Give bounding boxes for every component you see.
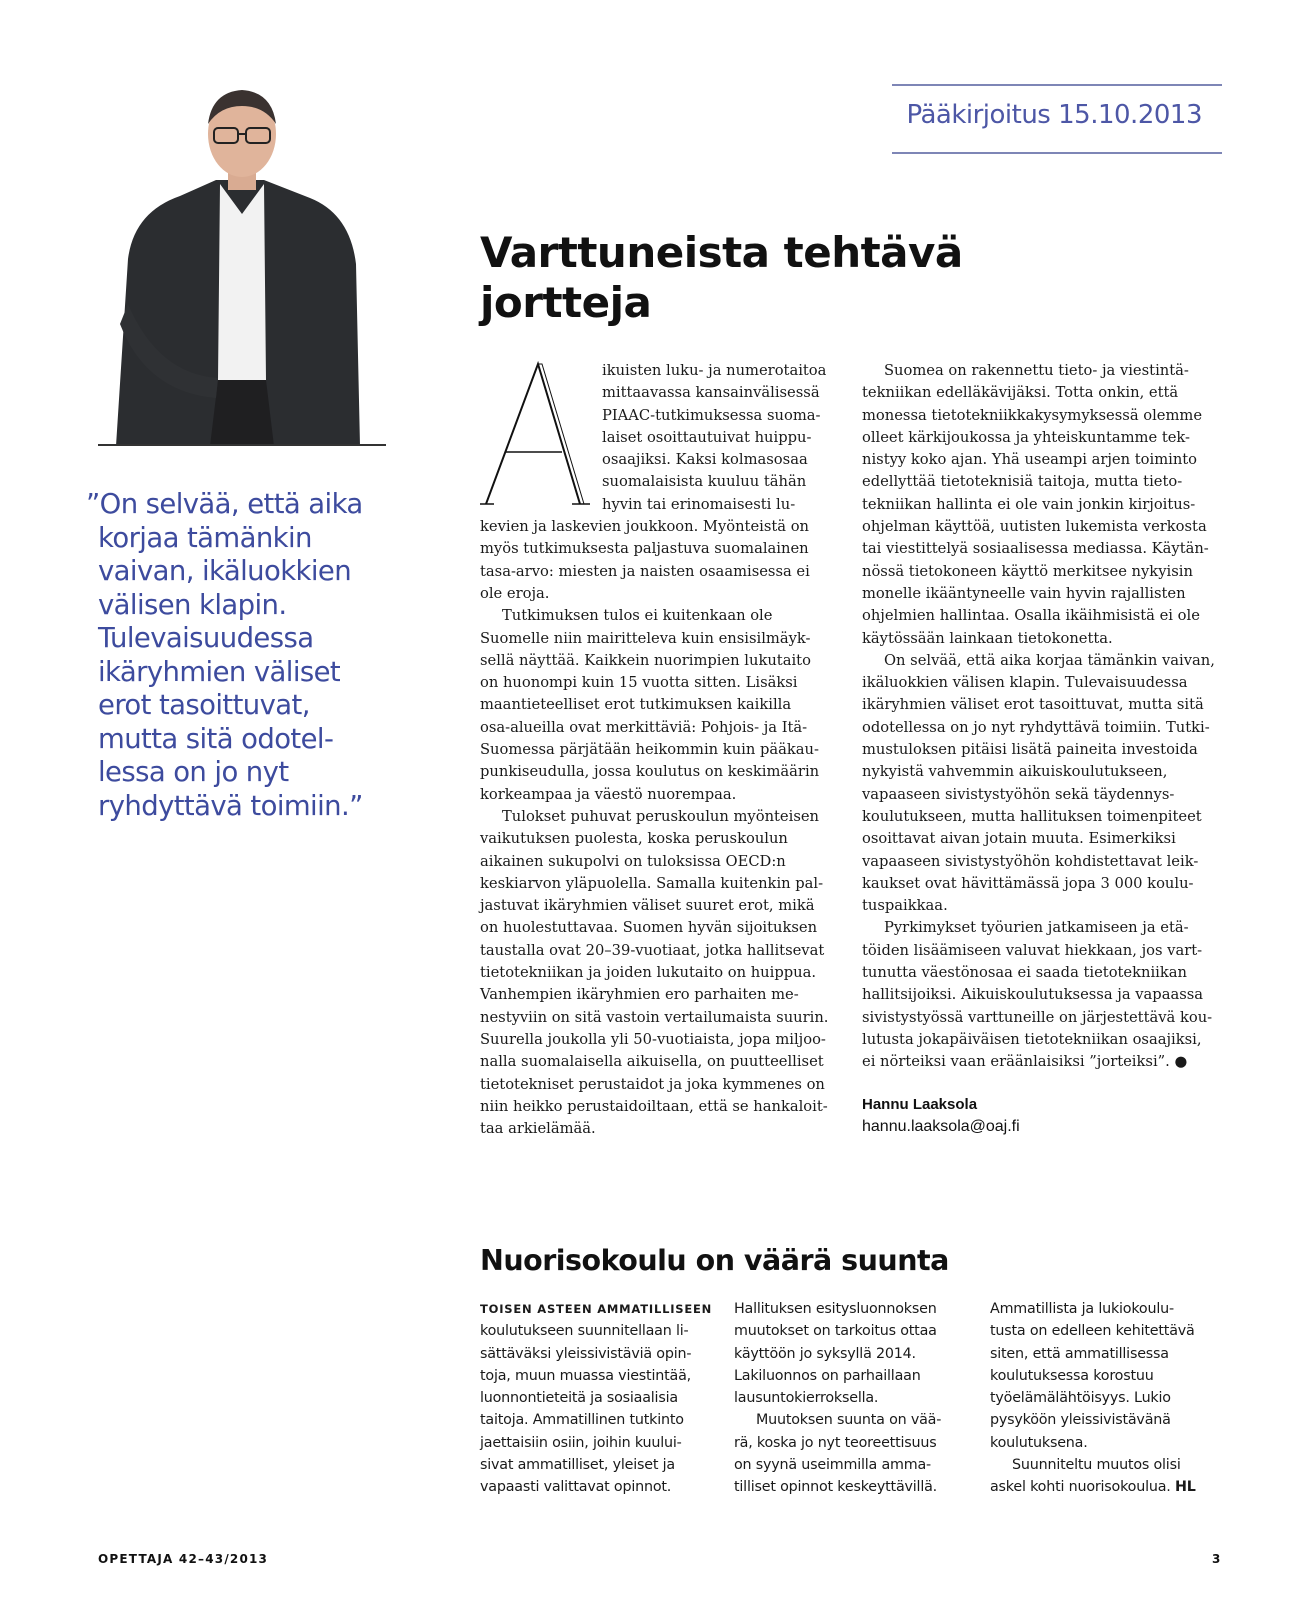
body-line: töiden lisäämiseen valuvat hiekkaan, jos vart- <box>862 941 1203 959</box>
pull-quote-line: ryhdyttävä toimiin.” <box>98 789 363 822</box>
sidebar-line: työelämälähtöisyys. Lukio <box>990 1390 1171 1407</box>
body-line: korkeampaa ja väestö nuorempaa. <box>480 785 737 803</box>
author-email-link[interactable]: hannu.laaksola@oaj.fi <box>862 1118 1020 1135</box>
body-line: mustuloksen pitäisi lisätä paineita investoida <box>862 741 1198 759</box>
body-line: tasa-arvo: miesten ja naisten osaamisessa ei <box>480 562 810 580</box>
body-line: nestyviin on sitä vastoin vertailumaista suurin. <box>480 1008 829 1026</box>
body-line: On selvää, että aika korjaa tämänkin vaivan, <box>884 651 1215 669</box>
pull-quote-line: mutta sitä odotel- <box>98 722 334 755</box>
sidebar-line-last <box>990 1476 1222 1498</box>
pull-quote-line: vaivan, ikäluokkien <box>98 555 352 587</box>
body-line: hallitsijoiksi. Aikuiskoulutuksessa ja vapaassa <box>862 986 1204 1004</box>
sidebar-line: sättäväksi yleissivistäviä opin- <box>480 1345 692 1362</box>
body-line: Tutkimuksen tulos ei kuitenkaan ole <box>502 607 773 625</box>
body-line: osoittavat aivan jotain muuta. Esimerkiksi <box>862 830 1176 848</box>
sidebar-lead-caps: TOISEN ASTEEN AMMATILLISEEN <box>480 1302 713 1316</box>
body-line: olleet kärkijoukossa ja yhteiskuntamme tek- <box>862 428 1191 446</box>
sidebar-line: luonnontieteitä ja sosiaalisia <box>480 1390 678 1407</box>
section-header-box <box>892 84 1222 154</box>
body-line: osaajiksi. Kaksi kolmasosaa <box>602 451 808 469</box>
body-line: monelle ikääntyneelle vain hyvin rajallisten <box>862 584 1186 602</box>
sidebar-line: koulutuksena. <box>990 1434 1088 1451</box>
headline-line: jortteja <box>480 278 652 327</box>
sidebar-column-2 <box>734 1298 970 1499</box>
pull-quote <box>86 488 386 823</box>
sidebar-line: vapaasti valittavat opinnot. <box>480 1479 672 1496</box>
body-line: hyvin tai erinomaisesti lu- <box>602 495 796 513</box>
pull-quote-line: erot tasoittuvat, <box>98 689 310 721</box>
body-line: Pyrkimykset työurien jatkamiseen ja etä- <box>884 919 1189 937</box>
body-line: suomalaisista kuuluu tähän <box>602 473 807 491</box>
sidebar-line: taitoja. Ammatillinen tutkinto <box>480 1412 684 1429</box>
body-line: jastuvat ikäryhmien väliset suuret erot, mikä <box>480 897 815 915</box>
body-line: tekniikan hallinta ei ole vain jonkin kirjoitus- <box>862 495 1196 513</box>
body-line: punkiseudulla, jossa koulutus on keskimäärin <box>480 763 820 781</box>
body-line: on huonompi kuin 15 vuotta sitten. Lisäksi <box>480 674 798 692</box>
pull-quote-line: lessa on jo nyt <box>98 756 289 788</box>
body-line: tuspaikkaa. <box>862 897 948 915</box>
sidebar-line: Lakiluonnos on parhaillaan <box>734 1367 921 1384</box>
body-line: nistyy koko ajan. Yhä useampi arjen toiminto <box>862 451 1198 469</box>
body-line: Suomessa pärjätään heikommin kuin pääkau- <box>480 741 819 759</box>
pull-quote-line: ikäryhmien väliset <box>98 655 341 688</box>
body-line: on huolestuttavaa. Suomen hyvän sijoituksen <box>480 919 818 937</box>
sidebar-line: on syynä useimmilla amma- <box>734 1457 931 1474</box>
body-line: ohjelman käyttöä, uutisten lukemista verkosta <box>862 518 1207 536</box>
body-line: tai viestittelyä sosiaalisessa mediassa. Käytän- <box>862 540 1209 558</box>
body-line: vapaaseen sivistystyöhön kohdistettavat leik- <box>862 852 1199 870</box>
sidebar-line: koulutuksessa korostuu <box>990 1367 1154 1384</box>
sidebar-line: muutokset on tarkoitus ottaa <box>734 1323 937 1340</box>
body-line: tietotekniikan ja joiden lukutaito on huippua. <box>480 964 817 982</box>
sidebar-line: toja, muun muassa viestintää, <box>480 1367 691 1384</box>
pull-quote-line: korjaa tämänkin <box>98 521 312 554</box>
body-line: PIAAC-tutkimuksessa suoma- <box>602 406 821 424</box>
body-line: sivistystyössä varttuneille on järjestettävä kou- <box>862 1008 1213 1026</box>
body-line: Suomelle niin mairitteleva kuin ensisilmäyk- <box>480 629 811 647</box>
sidebar-line: Hallituksen esitysluonnoksen <box>734 1301 937 1317</box>
author-portrait-photo <box>98 84 386 446</box>
body-line: kevien ja laskevien joukkoon. Myönteistä on <box>480 518 810 536</box>
author-name: Hannu Laaksola <box>862 1096 978 1113</box>
body-line: maantieteelliset erot tutkimuksen kaikilla <box>480 696 792 714</box>
body-line: ohjelmien hallintaa. Osalla ikäihmisistä ei ole <box>862 607 1200 625</box>
sidebar-line: Suunniteltu muutos olisi <box>1012 1457 1181 1474</box>
sidebar-line: pysyköön yleissivistävänä <box>990 1412 1171 1429</box>
body-line: ei nörteiksi vaan eräänlaisiksi ”jorteiksi”. ● <box>862 1053 1188 1071</box>
body-line: tunutta väestönosaa ei saada tietotekniikan <box>862 964 1187 982</box>
body-line: Suurella joukolla yli 50-vuotiaista, jopa miljoo- <box>480 1030 826 1048</box>
sidebar-line: jaettaisiin osiin, joihin kuului- <box>480 1434 682 1451</box>
pull-quote-line: ”On selvää, että aika <box>86 488 363 520</box>
body-line: lutusta jokapäiväisen tietotekniikan osaajiksi, <box>862 1030 1202 1048</box>
body-line: mittaavassa kansainvälisessä <box>602 384 820 402</box>
article-column-1 <box>480 360 838 1140</box>
body-line: aikainen sukupolvi on tuloksissa OECD:n <box>480 852 786 870</box>
sidebar-signature: HL <box>1174 1479 1196 1496</box>
sidebar-line: askel kohti nuorisokoulua. <box>990 1479 1171 1496</box>
section-header-label: Pääkirjoitus 15.10.2013 <box>906 100 1202 130</box>
body-line: vaikutuksen puolesta, koska peruskoulun <box>480 830 788 848</box>
headline-line: Varttuneista tehtävä <box>480 228 963 277</box>
portrait-divider <box>98 444 386 446</box>
body-line: niin heikko perustaidoiltaan, että se hankaloit- <box>480 1097 828 1115</box>
body-line: keskiarvon yläpuolella. Samalla kuitenkin pal- <box>480 874 824 892</box>
body-line: tietotekniset perustaidot ja joka kymmenes on <box>480 1075 825 1093</box>
sidebar-line: tusta on edelleen kehitettävä <box>990 1323 1195 1340</box>
body-line: nössä tietokoneen käyttö merkitsee nykyisin <box>862 562 1193 580</box>
footer-publication: OPETTAJA 42–43/2013 <box>98 1552 269 1566</box>
body-line: Vanhempien ikäryhmien ero parhaiten me- <box>480 986 799 1004</box>
sidebar-line: rä, koska jo nyt teoreettisuus <box>734 1434 937 1451</box>
body-line: odotellessa on jo nyt ryhdyttävä toimiin. Tutki- <box>862 718 1210 736</box>
body-line: ikuisten luku- ja numerotaitoa <box>602 362 827 379</box>
body-line: tekniikan edelläkävijäksi. Totta onkin, että <box>862 384 1179 402</box>
body-line: ikäryhmien väliset erot tasoittuvat, mutta sitä <box>862 696 1204 714</box>
sidebar-line: siten, että ammatillisessa <box>990 1345 1169 1362</box>
body-line: edellyttää tietoteknisiä taitoja, mutta tieto- <box>862 473 1183 491</box>
body-line: kaukset ovat hävittämässä jopa 3 000 koulu- <box>862 874 1194 892</box>
article-column-2 <box>862 360 1222 1074</box>
body-line: laiset osoittautuivat huippu- <box>602 428 812 446</box>
sidebar-column-3 <box>990 1298 1222 1499</box>
body-line: monessa tietotekniikkakysymyksessä olemme <box>862 406 1203 424</box>
body-line: taa arkielämää. <box>480 1120 596 1138</box>
article-headline <box>480 228 963 328</box>
body-line: Suomea on rakennettu tieto- ja viestintä- <box>884 362 1189 379</box>
body-line: nykyistä vahvemmin aikuiskoulutukseen, <box>862 763 1168 781</box>
body-line: ole eroja. <box>480 584 550 602</box>
sidebar-line: käyttöön jo syksyllä 2014. <box>734 1345 916 1362</box>
body-line: Tulokset puhuvat peruskoulun myönteisen <box>502 807 820 825</box>
footer-page-number: 3 <box>1212 1552 1221 1566</box>
body-line: sellä näyttää. Kaikkein nuorimpien lukutaito <box>480 651 811 669</box>
body-line: osa-alueilla ovat merkittäviä: Pohjois- ja Itä- <box>480 718 808 736</box>
sidebar-line: Muutoksen suunta on vää- <box>756 1412 942 1429</box>
pull-quote-line: välisen klapin. <box>98 588 287 621</box>
body-line: käytössään lainkaan tietokonetta. <box>862 629 1113 647</box>
body-line: koulutukseen, mutta hallituksen toimenpiteet <box>862 807 1202 825</box>
body-line: taustalla ovat 20–39-vuotiaat, jotka hallitsevat <box>480 941 825 959</box>
body-line: vapaaseen sivistystyöhön sekä täydennys- <box>862 785 1175 803</box>
sidebar-line: tilliset opinnot keskeyttävillä. <box>734 1479 937 1496</box>
pull-quote-line: Tulevaisuudessa <box>98 622 314 654</box>
body-line: myös tutkimuksesta paljastuva suomalainen <box>480 540 809 558</box>
sidebar-line: koulutukseen suunnitellaan li- <box>480 1323 689 1340</box>
sidebar-line: Ammatillista ja lukiokoulu- <box>990 1301 1174 1317</box>
sidebar-line: sivat ammatilliset, yleiset ja <box>480 1457 675 1474</box>
sidebar-column-1 <box>480 1298 712 1499</box>
body-line: ikäluokkien välisen klapin. Tulevaisuudessa <box>862 674 1188 692</box>
sidebar-line: lausuntokierroksella. <box>734 1390 879 1407</box>
sidebar-headline: Nuorisokoulu on väärä suunta <box>480 1244 949 1277</box>
body-line: nalla suomalaisella aikuisella, on puutteelliset <box>480 1053 824 1071</box>
